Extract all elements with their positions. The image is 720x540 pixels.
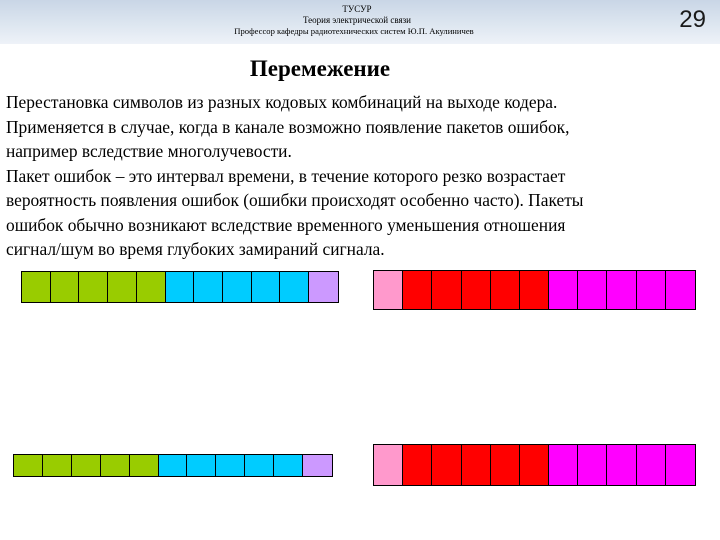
codeword-strip-top-left [21, 271, 339, 303]
header-author: Профессор кафедры радиотехнических систем Ю.П. Акулиничев [234, 26, 474, 36]
symbol-cell-cyan [223, 272, 252, 302]
codeword-strip-bottom-left [13, 454, 333, 477]
body-line: сигнал/шум во время глубоких замираний сигнала. [6, 239, 385, 259]
symbol-cell-red [520, 445, 549, 485]
symbol-cell-magenta [666, 271, 695, 309]
symbol-cell-pink [374, 271, 403, 309]
codeword-strip-bottom-right [373, 444, 696, 486]
symbol-cell-cyan [245, 455, 274, 476]
symbol-cell-red [403, 271, 432, 309]
symbol-cell-magenta [549, 445, 578, 485]
symbol-cell-green [43, 455, 72, 476]
symbol-cell-pink [374, 445, 403, 485]
body-line: Применяется в случае, когда в канале возможно появление пакетов ошибок, [6, 116, 570, 137]
symbol-cell-magenta [637, 271, 666, 309]
symbol-cell-magenta [549, 271, 578, 309]
symbol-cell-magenta [666, 445, 695, 485]
symbol-cell-magenta [607, 271, 636, 309]
body-line: ошибок обычно возникают вследствие временного уменьшения отношения [6, 214, 566, 235]
symbol-cell-green [130, 455, 159, 476]
symbol-cell-cyan [274, 455, 303, 476]
symbol-cell-green [137, 272, 166, 302]
slide-title: Перемежение [249, 56, 391, 81]
symbol-cell-red [432, 445, 461, 485]
symbol-cell-cyan [187, 455, 216, 476]
symbol-cell-magenta [578, 271, 607, 309]
symbol-cell-cyan [216, 455, 245, 476]
symbol-cell-red [432, 271, 461, 309]
codeword-strip-top-right [373, 270, 696, 310]
symbol-cell-lavender [309, 272, 338, 302]
symbol-cell-cyan [194, 272, 223, 302]
symbol-cell-cyan [280, 272, 309, 302]
symbol-cell-red [491, 271, 520, 309]
symbol-cell-green [101, 455, 130, 476]
body-line: вероятность появления ошибок (ошибки происходят особенно часто). Пакеты [6, 190, 584, 210]
header-university: ТУСУР [342, 4, 372, 14]
symbol-cell-cyan [166, 272, 195, 302]
symbol-cell-cyan [252, 272, 281, 302]
symbol-cell-red [520, 271, 549, 309]
header-course: Теория электрической связи [302, 15, 411, 25]
symbol-cell-red [462, 271, 491, 309]
body-line: Пакет ошибок – это интервал времени, в течение которого резко возрастает [6, 165, 566, 186]
slide-number: 29 [679, 6, 706, 33]
symbol-cell-green [14, 455, 43, 476]
symbol-cell-green [72, 455, 101, 476]
symbol-cell-lavender [303, 455, 332, 476]
symbol-cell-magenta [607, 445, 636, 485]
slide-body [6, 90, 706, 262]
body-line: Перестановка символов из разных кодовых комбинаций на выходе кодера. [6, 92, 558, 112]
symbol-cell-green [108, 272, 137, 302]
symbol-cell-cyan [159, 455, 188, 476]
symbol-cell-green [51, 272, 80, 302]
symbol-cell-magenta [637, 445, 666, 485]
symbol-cell-magenta [578, 445, 607, 485]
symbol-cell-red [462, 445, 491, 485]
symbol-cell-green [79, 272, 108, 302]
symbol-cell-red [491, 445, 520, 485]
symbol-cell-green [22, 272, 51, 302]
body-line: например вследствие многолучевости. [6, 141, 292, 161]
symbol-cell-red [403, 445, 432, 485]
